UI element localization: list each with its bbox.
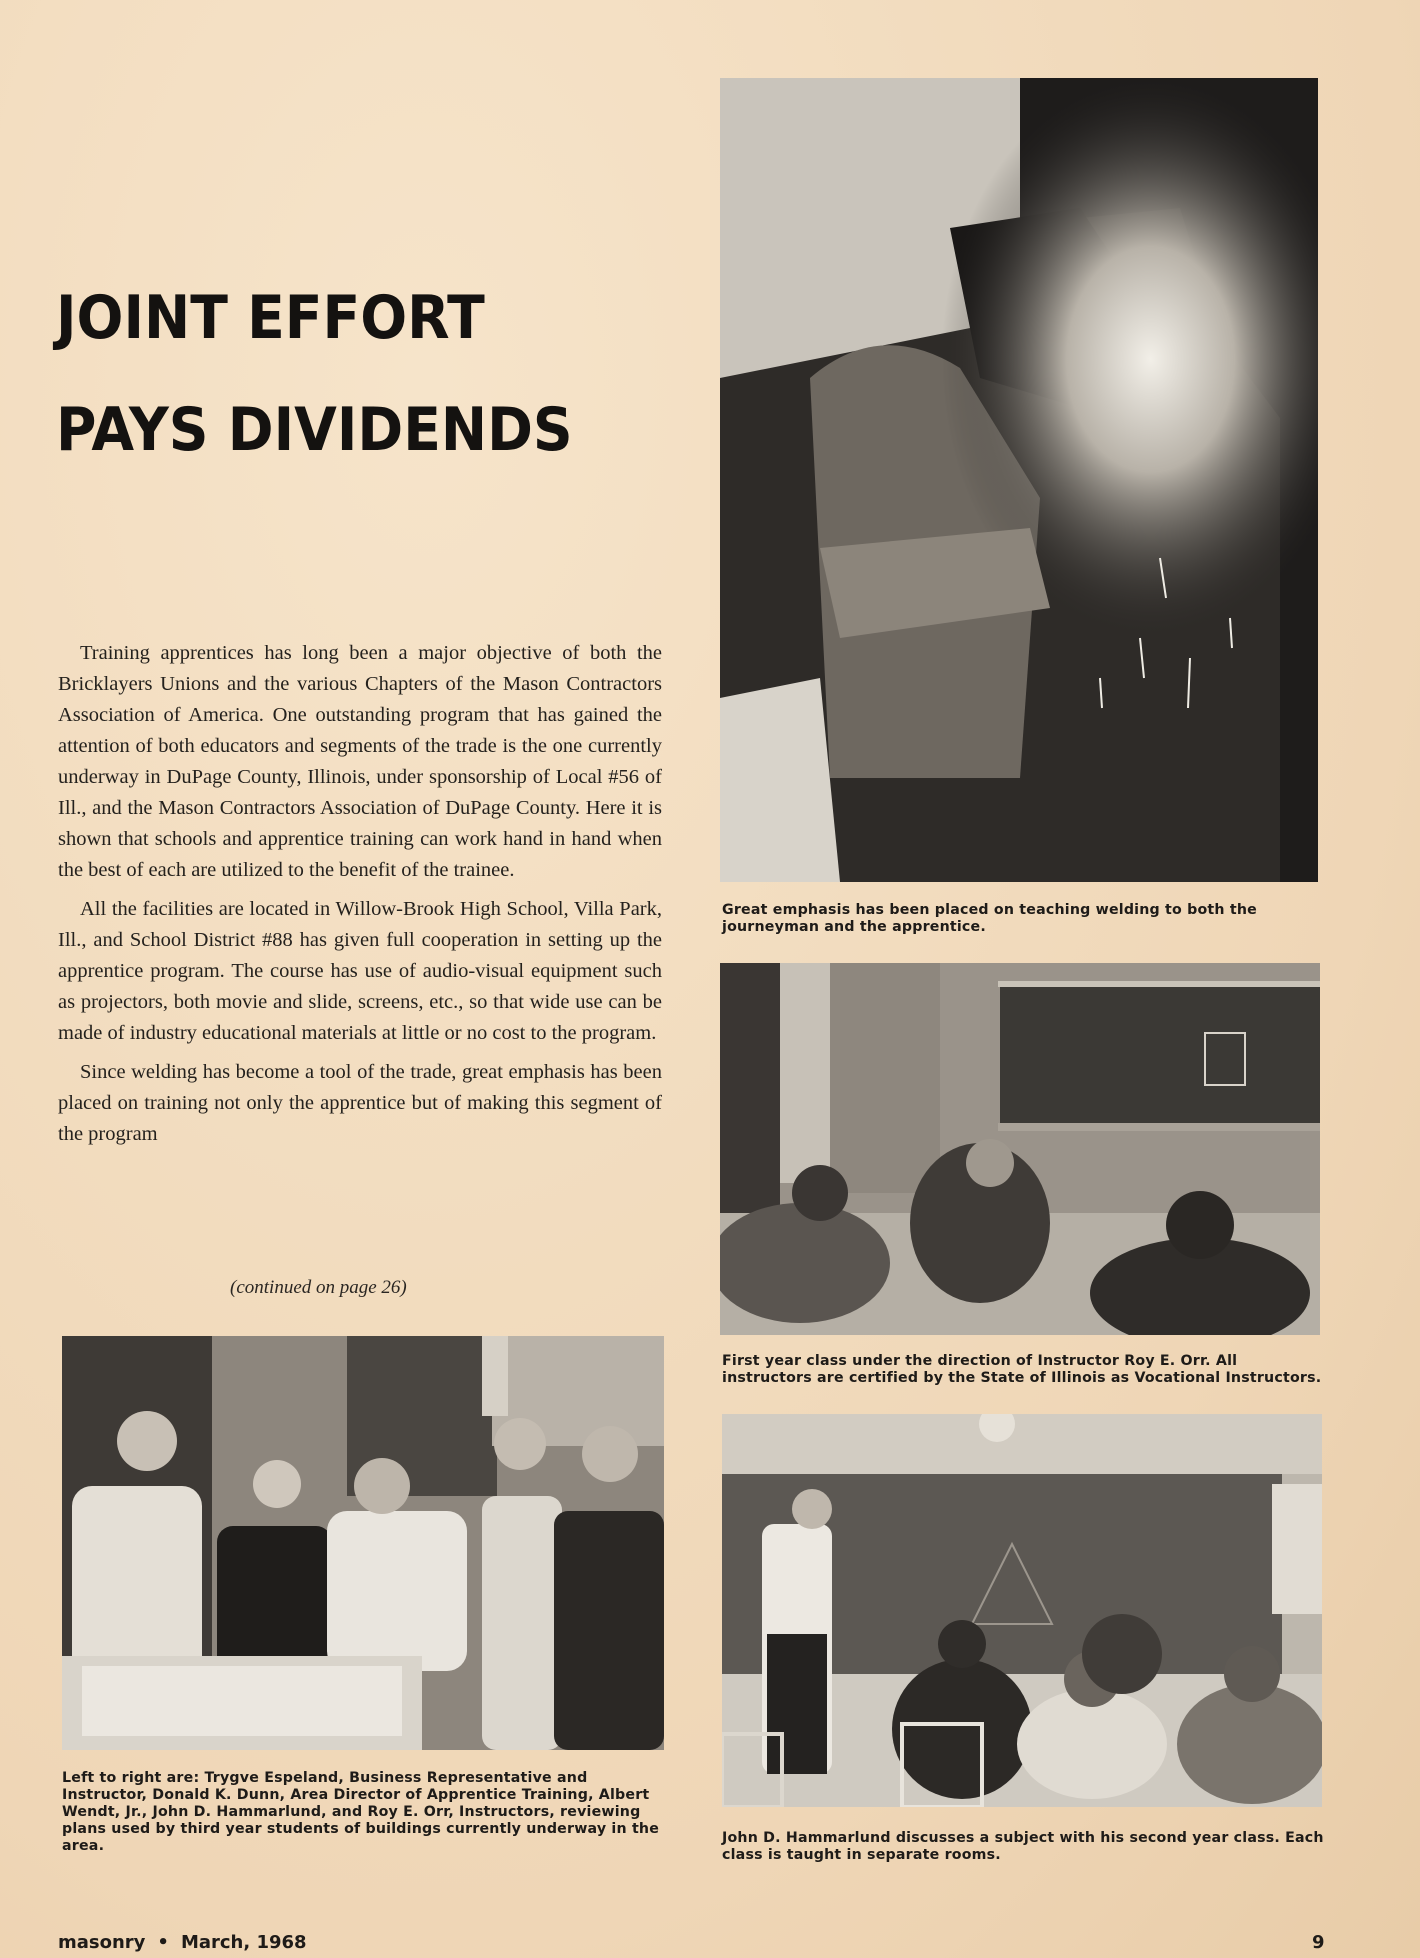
page-footer [58, 1932, 307, 1953]
first-year-class-photo [720, 963, 1320, 1335]
article-paragraph: Since welding has become a tool of the trade, great emphasis has been placed on training not only the apprentice but of making this segment of the program [58, 1061, 662, 1145]
instructors-photo [62, 1336, 664, 1750]
issue-date: March, 1968 [180, 1932, 307, 1953]
second-year-class-caption: John D. Hammarlund discusses a subject with his second year class. Each class is taught in separate rooms. [722, 1830, 1324, 1863]
instructors-image [62, 1336, 664, 1750]
page-number: 9 [1312, 1932, 1325, 1953]
welding-photo-image [720, 78, 1318, 882]
first-year-class-caption: First year class under the direction of Instructor Roy E. Orr. All instructors are certified by the State of Illinois as Vocational Instructors. [722, 1353, 1322, 1386]
magazine-name: masonry [58, 1932, 146, 1953]
second-year-class-image [722, 1414, 1322, 1807]
headline [56, 262, 573, 486]
article-paragraph: All the facilities are located in Willow-Brook High School, Villa Park, Ill., and School District #88 has given full cooperation in setting up the apprentice program. The course has use of audio-visual equipment such as projectors, both movie and slide, screens, etc., so that wide use can be made of industry educational materials at little or no cost to the program. [58, 898, 662, 1044]
welding-caption: Great emphasis has been placed on teaching welding to both the journeyman and the apprentice. [722, 902, 1257, 935]
continued-note: (continued on page 26) [230, 1277, 407, 1298]
article-body [58, 638, 662, 1158]
headline-line-2: PAYS DIVIDENDS [56, 395, 573, 465]
headline-line-1: JOINT EFFORT [56, 283, 485, 353]
article-paragraph: Training apprentices has long been a major objective of both the Bricklayers Unions and the various Chapters of the Mason Contractors Association of America. One outstanding program that has gained the attention of both educators and segments of the trade is the one currently underway in DuPage County, Illinois, under sponsorship of Local #56 of Ill., and the Mason Contractors Association of DuPage County. Here it is shown that schools and apprentice training can work hand in hand when the best of each are utilized to the benefit of the trainee. [58, 642, 662, 881]
footer-separator: • [157, 1932, 169, 1953]
first-year-class-image [720, 963, 1320, 1335]
welding-photo [720, 78, 1318, 882]
instructors-caption: Left to right are: Trygve Espeland, Business Representative and Instructor, Donald K. Dunn, Area Director of Apprentice Training, Albert Wendt, Jr., John D. Hammarlund, and Roy E. Orr, Instructors, reviewing plans used by third year students of buildings currently underway in the area. [62, 1770, 660, 1854]
second-year-class-photo [722, 1414, 1322, 1807]
